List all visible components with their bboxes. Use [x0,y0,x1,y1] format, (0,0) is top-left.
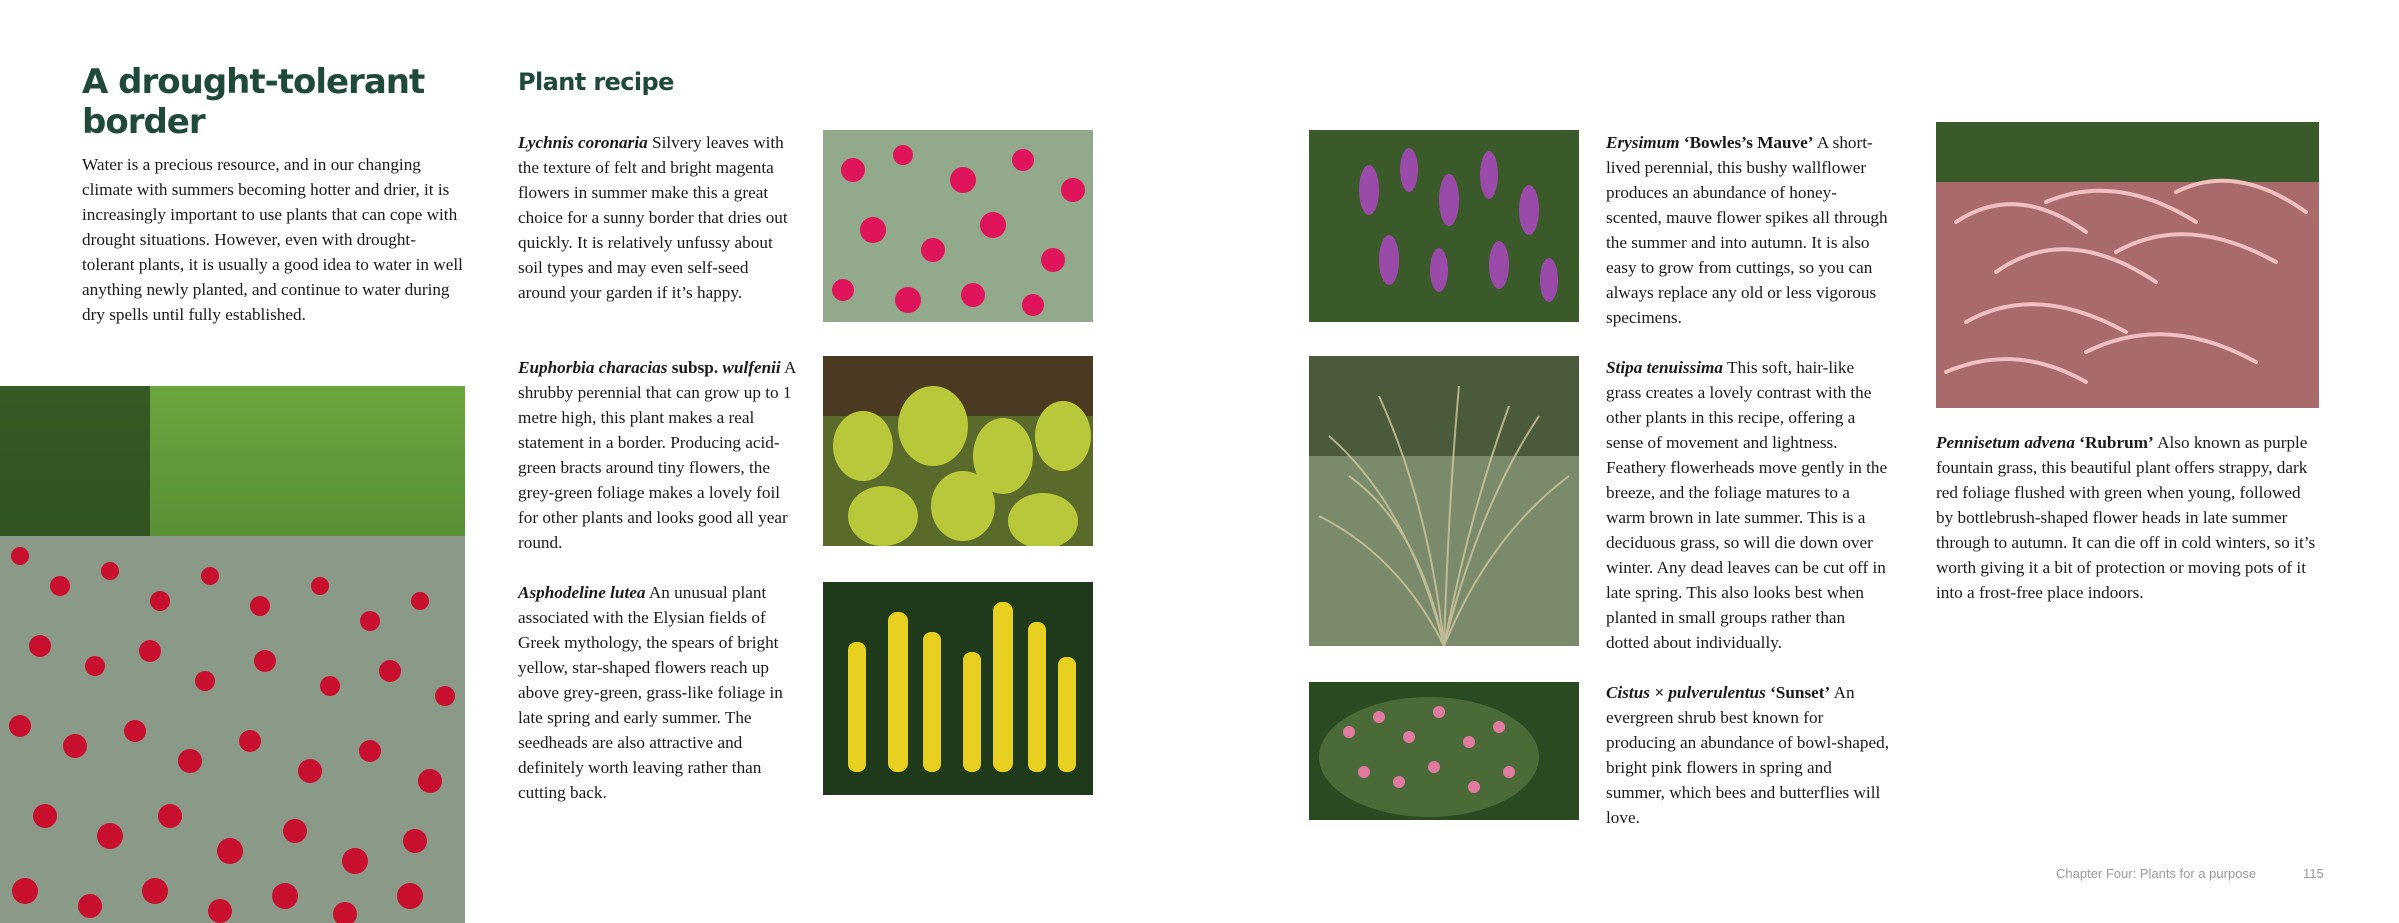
plant-subspecies: subsp. [667,358,723,377]
plant-name: Asphodeline lutea [518,583,646,602]
plant-recipe-heading: Plant recipe [518,68,674,96]
plant-description-lychnis [518,130,800,305]
plant-description-euphorbia [518,355,800,555]
plant-text: An unusual plant associated with the Elysian fields of Greek mythology, the spears of bright yellow, star-shaped flowers reach up above grey-green, grass-like foliage in late spring and early summer. The seedheads are also attractive and definitely worth leaving rather than cutting back. [518,583,783,802]
plant-cultivar: ‘Sunset’ [1765,683,1831,702]
lychnis-border-photo [0,386,465,923]
plant-description-erysimum [1606,130,1891,330]
plant-cultivar: ‘Bowles’s Mauve’ [1679,133,1814,152]
plant-name: Lychnis coronaria [518,133,648,152]
plant-text: Also known as purple fountain grass, this beautiful plant offers strappy, dark red foliage flushed with green when young, followed by bottlebrush-shaped flower heads in late summer through to autumn. It can die off in cold winters, so it’s worth giving it a bit of protection or moving pots of it into a frost-free place indoors. [1936,433,2316,602]
plant-name: Euphorbia characias [518,358,668,377]
stipa-photo [1309,356,1579,646]
plant-name: Cistus × pulverulentus [1606,683,1766,702]
footer-chapter: Chapter Four: Plants for a purpose [2056,866,2257,881]
plant-name: Erysimum [1606,133,1680,152]
plant-text: This soft, hair-like grass creates a lovely contrast with the other plants in this recipe, offering a sense of movement and lightness. Feathery flowerheads move gently in the breeze, and the foliage matures to a warm brown in late summer. This is a deciduous grass, so will die down over winter. Any dead leaves can be cut off in late spring. This also looks best when planted in small groups rather than dotted about individually. [1606,358,1888,652]
page-title: A drought-tolerant border [82,62,425,142]
cistus-photo [1309,682,1579,820]
plant-description-cistus [1606,680,1891,830]
plant-text: A short-lived perennial, this bushy wallflower produces an abundance of honey-scented, mauve flower spikes all through the summer and into autumn. It is also easy to grow from cuttings, so you can always replace any old or less vigorous specimens. [1606,133,1888,327]
erysimum-photo [1309,130,1579,322]
plant-text: A shrubby perennial that can grow up to 1 metre high, this plant makes a real statement in a border. Producing acid-green bracts around tiny flowers, the grey-green foliage makes a lovely foil for other plants and looks good all year round. [518,358,796,552]
plant-description-pennisetum [1936,430,2319,605]
plant-name-part2: wulfenii [722,358,781,377]
lychnis-photo [823,130,1093,322]
asphodeline-photo [823,582,1093,795]
plant-name: Stipa tenuissima [1606,358,1724,377]
plant-text: Silvery leaves with the texture of felt and bright magenta flowers in summer make this a great choice for a sunny border that dries out quickly. It is relatively unfussy about soil types and may even self-seed around your garden if it’s happy. [518,133,788,302]
plant-cultivar: ‘Rubrum’ [2074,433,2154,452]
plant-description-stipa [1606,355,1891,655]
euphorbia-photo [823,356,1093,546]
plant-name: Pennisetum advena [1936,433,2075,452]
pennisetum-photo [1936,122,2319,408]
intro-paragraph: Water is a precious resource, and in our changing climate with summers becoming hotter and drier, it is increasingly important to use plants that can cope with drought situations. However, even with drought-tolerant plants, it is usually a good idea to water in well anything newly planted, and continue to water during dry spells until fully established. [82,155,463,324]
plant-description-asphodeline [518,580,800,805]
page-number: 115 [2303,866,2324,881]
plant-text: An evergreen shrub best known for producing an abundance of bowl-shaped, bright pink flowers in spring and summer, which bees and butterflies will love. [1606,683,1890,827]
